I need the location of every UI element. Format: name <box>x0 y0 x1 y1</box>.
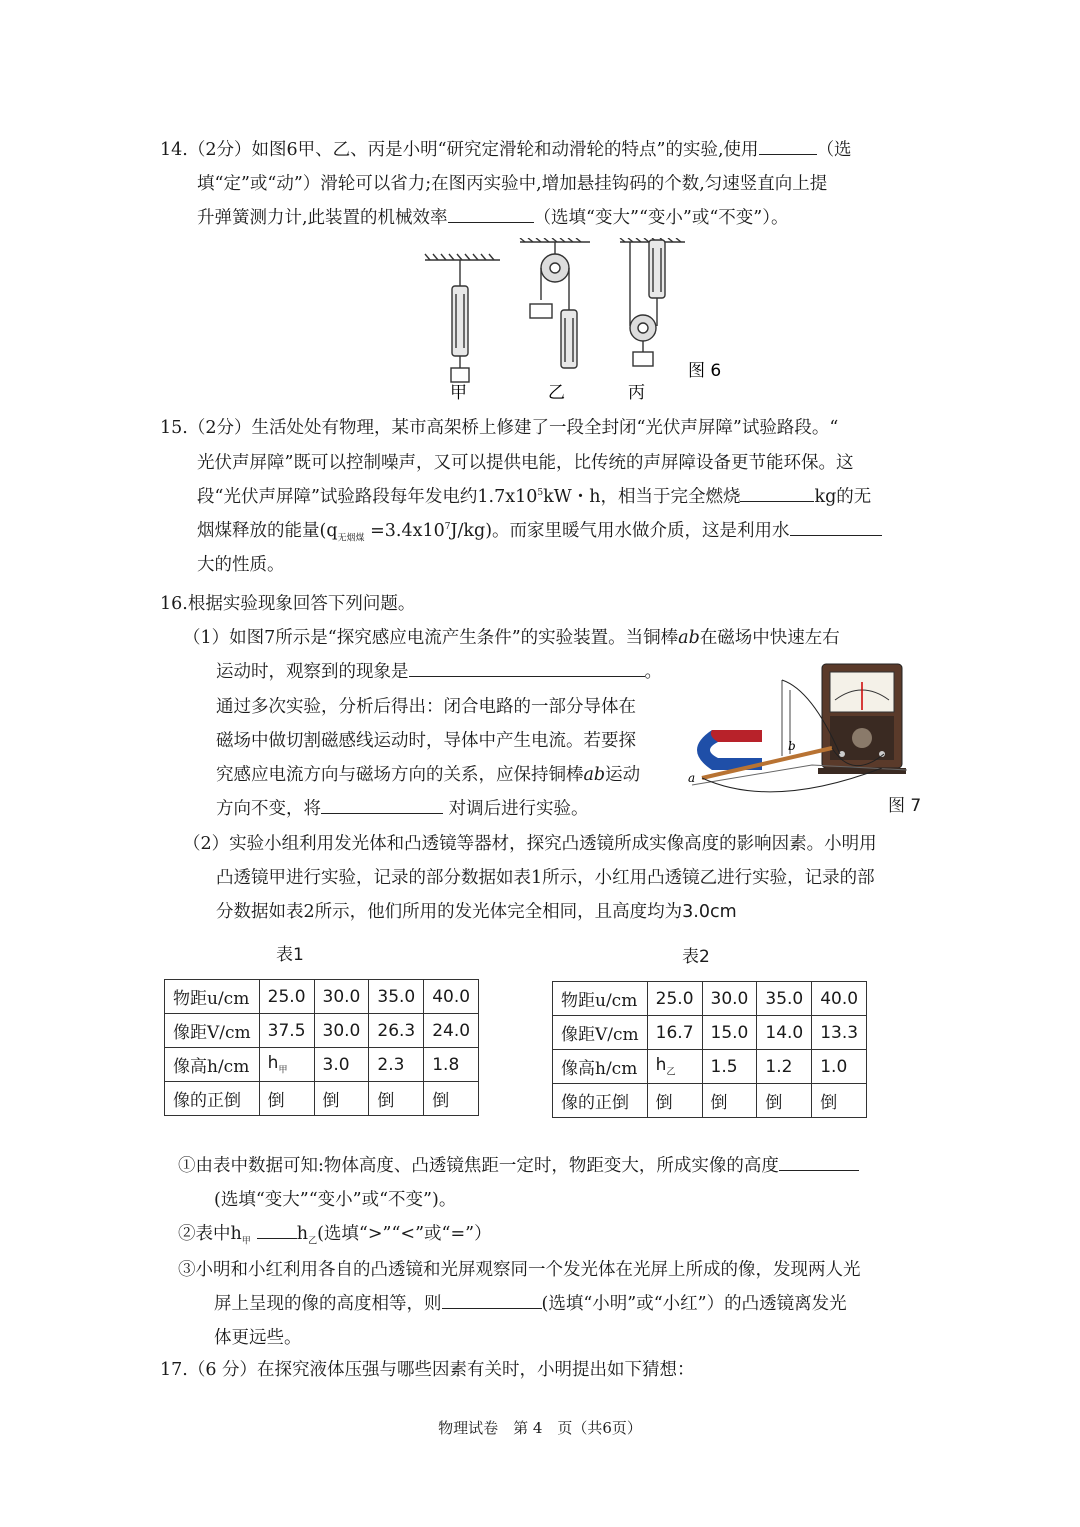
page-footer: 物理试卷 第 4 页（共6页） <box>438 1419 642 1437</box>
table-cell: 30.0 <box>702 982 757 1016</box>
table-cell: 像的正倒 <box>553 1084 648 1118</box>
table-cell: 13.3 <box>812 1016 867 1050</box>
answer-blank[interactable] <box>448 204 534 223</box>
q16-s2-line: ②表中$h_甲$ $h_乙$(选填“>”“<”或“=”） <box>178 1220 492 1247</box>
answer-blank[interactable] <box>442 1290 542 1309</box>
q14-line-3: 升弹簧测力计,此装置的机械效率 （选填“变大”“变小”或“不变”）。 <box>197 204 789 229</box>
induction-apparatus-figure <box>682 660 912 800</box>
answer-blank[interactable] <box>759 136 817 155</box>
table-row <box>553 1050 867 1084</box>
q16-title: 16.根据实验现象回答下列问题。 <box>160 594 416 614</box>
label-jia: 甲 <box>450 383 467 403</box>
table-cell: 倒 <box>424 1082 479 1116</box>
q15-line-1: 15.（2分）生活处处有物理，某市高架桥上修建了一段全封闭“光伏声屏障”试验路段。“ <box>160 418 839 438</box>
table-cell: 像距V/cm <box>165 1014 260 1048</box>
table-cell: 24.0 <box>424 1014 479 1048</box>
table-cell: 像距V/cm <box>553 1016 648 1050</box>
table-cell: 倒 <box>702 1084 757 1118</box>
label-a: a <box>688 771 696 785</box>
table-row <box>165 1082 479 1116</box>
table2-title: 表2 <box>682 947 710 967</box>
q15-line-4: 烟煤释放的能量$(q_{无烟煤} =3.4x10^7J/kg)$。而家里暖气用水做介质，这是利用水 <box>197 517 882 544</box>
table-cell: 25.0 <box>647 982 702 1016</box>
q16-s1-line-2: (选填“变大”“变小”或“不变”)。 <box>214 1190 457 1210</box>
q16-p2-line-2: 凸透镜甲进行实验，记录的部分数据如表1所示，小红用凸透镜乙进行实验，记录的部 <box>216 868 875 888</box>
q16-p2-line-3: 分数据如表2所示，他们所用的发光体完全相同，且高度均为3.0cm <box>216 902 737 922</box>
table-cell: $h_甲$ <box>259 1048 314 1082</box>
answer-blank[interactable] <box>409 658 645 677</box>
table-cell: 40.0 <box>812 982 867 1016</box>
q15-line-3: 段“光伏声屏障”试验路段每年发电约$1.7x10^5kW$・h，相当于完全燃烧 kg的无 <box>197 483 871 508</box>
answer-blank[interactable] <box>779 1152 859 1171</box>
table-cell: 14.0 <box>757 1016 812 1050</box>
table-cell: 30.0 <box>314 1014 369 1048</box>
q16-s1-line-1: ①由表中数据可知:物体高度、凸透镜焦距一定时，物距变大，所成实像的高度 <box>178 1152 859 1177</box>
table-cell: 倒 <box>647 1084 702 1118</box>
table-cell: 倒 <box>369 1082 424 1116</box>
table-cell: 像高h/cm <box>553 1050 648 1084</box>
table-cell: 26.3 <box>369 1014 424 1048</box>
table-cell: 1.8 <box>424 1048 479 1082</box>
table-cell: $h_乙$ <box>647 1050 702 1084</box>
q16-p1-line-6: 方向不变，将 对调后进行实验。 <box>216 795 589 820</box>
table-row <box>165 980 479 1014</box>
table2 <box>552 981 867 1118</box>
table-cell: 2.3 <box>369 1048 424 1082</box>
q14-line-2: 填“定”或“动”）滑轮可以省力;在图丙实验中,增加悬挂钩码的个数,匀速竖直向上提 <box>197 174 828 194</box>
table-cell: 物距u/cm <box>553 982 648 1016</box>
figure-6-caption: 图 6 <box>688 361 722 381</box>
table-cell: 1.0 <box>812 1050 867 1084</box>
q16-p1-line-4: 磁场中做切割磁感线运动时，导体中产生电流。若要探 <box>216 731 636 751</box>
table-cell: 3.0 <box>314 1048 369 1082</box>
table-cell: 倒 <box>314 1082 369 1116</box>
label-bing: 丙 <box>628 383 645 403</box>
table-cell: 25.0 <box>259 980 314 1014</box>
table-cell: 15.0 <box>702 1016 757 1050</box>
table-cell: 1.5 <box>702 1050 757 1084</box>
table1 <box>164 979 479 1116</box>
table-row <box>553 1084 867 1118</box>
answer-blank[interactable] <box>257 1220 297 1239</box>
q16-p1-line-2: 运动时，观察到的现象是 。 <box>216 658 662 683</box>
table-row <box>553 982 867 1016</box>
q14-line-1: 14.（2分）如图6甲、乙、丙是小明“研究定滑轮和动滑轮的特点”的实验,使用 （选 <box>160 136 852 161</box>
label-yi: 乙 <box>548 383 565 403</box>
answer-blank[interactable] <box>790 517 882 536</box>
table1-title: 表1 <box>276 945 304 965</box>
q15-line-5: 大的性质。 <box>197 555 285 575</box>
q16-p1-line-1: （1）如图7所示是“探究感应电流产生条件”的实验装置。当铜棒ab在磁场中快速左右 <box>183 628 840 648</box>
table-cell: 1.2 <box>757 1050 812 1084</box>
table-cell: 16.7 <box>647 1016 702 1050</box>
table-cell: 物距u/cm <box>165 980 260 1014</box>
q16-s3-line-2: 屏上呈现的像的高度相等，则 (选填“小明”或“小红”）的凸透镜离发光 <box>214 1290 847 1315</box>
q16-p2-line-1: （2）实验小组利用发光体和凸透镜等器材，探究凸透镜所成实像高度的影响因素。小明用 <box>183 834 877 854</box>
table-cell: 倒 <box>757 1084 812 1118</box>
table-cell: 像的正倒 <box>165 1082 260 1116</box>
table-cell: 40.0 <box>424 980 479 1014</box>
table-row <box>553 1016 867 1050</box>
q15-line-2: 光伏声屏障”既可以控制噪声，又可以提供电能，比传统的声屏障设备更节能环保。这 <box>197 453 854 473</box>
answer-blank[interactable] <box>740 483 814 502</box>
table-cell: 35.0 <box>757 982 812 1016</box>
figure-7-caption: 图 7 <box>888 796 922 816</box>
q16-s3-line-1: ③小明和小红利用各自的凸透镜和光屏观察同一个发光体在光屏上所成的像，发现两人光 <box>178 1260 861 1280</box>
table-row <box>165 1048 479 1082</box>
table-cell: 像高h/cm <box>165 1048 260 1082</box>
q16-p1-line-3: 通过多次实验，分析后得出：闭合电路的一部分导体在 <box>216 697 636 717</box>
q16-p1-line-5: 究感应电流方向与磁场方向的关系，应保持铜棒ab运动 <box>216 765 641 785</box>
answer-blank[interactable] <box>321 795 443 814</box>
pulley-figure <box>420 238 740 408</box>
label-b: b <box>788 739 796 753</box>
q16-s3-line-3: 体更远些。 <box>214 1328 302 1348</box>
q17-line-1: 17.（6 分）在探究液体压强与哪些因素有关时，小明提出如下猜想： <box>160 1360 695 1380</box>
table-cell: 倒 <box>812 1084 867 1118</box>
table-cell: 35.0 <box>369 980 424 1014</box>
table-cell: 30.0 <box>314 980 369 1014</box>
table-cell: 37.5 <box>259 1014 314 1048</box>
table-row <box>165 1014 479 1048</box>
table-cell: 倒 <box>259 1082 314 1116</box>
